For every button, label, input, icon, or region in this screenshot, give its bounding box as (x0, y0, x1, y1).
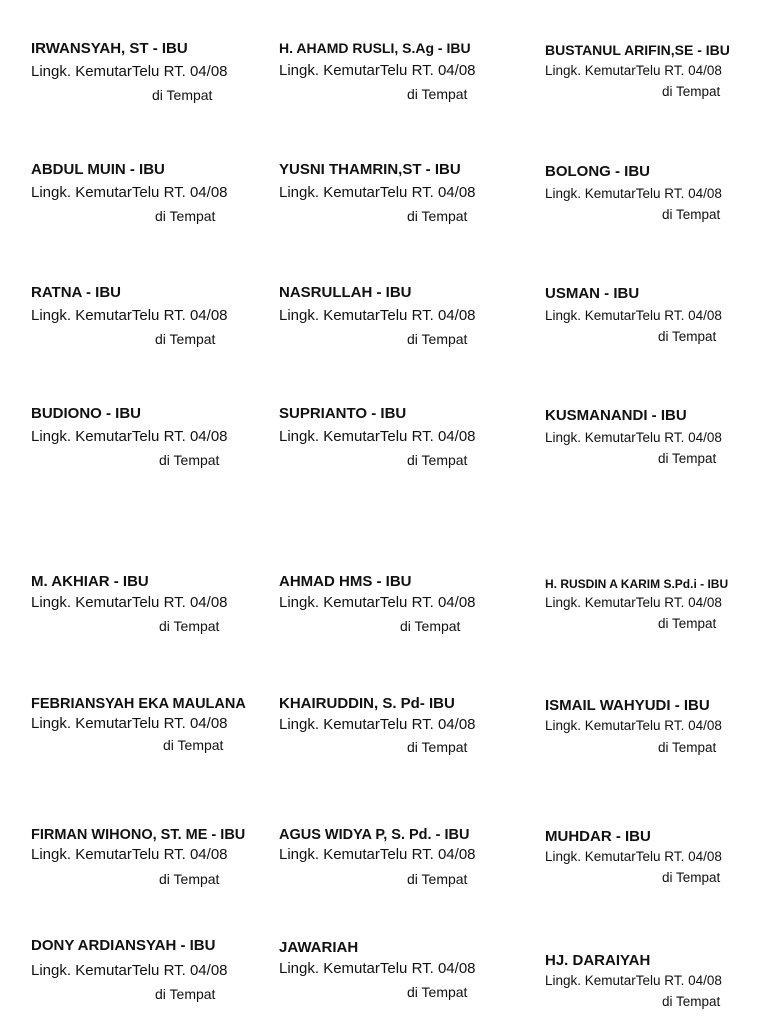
recipient-address: Lingk. KemutarTelu RT. 04/08 (545, 718, 722, 733)
recipient-name: BUDIONO - IBU (31, 405, 141, 422)
address-label (31, 573, 228, 635)
recipient-name: KHAIRUDDIN, S. Pd- IBU (279, 695, 455, 712)
recipient-name: H. AHAMD RUSLI, S.Ag - IBU (279, 40, 471, 56)
recipient-address: Lingk. KemutarTelu RT. 04/08 (279, 846, 476, 863)
recipient-place: di Tempat (662, 84, 721, 99)
recipient-address: Lingk. KemutarTelu RT. 04/08 (545, 973, 722, 988)
address-label (279, 284, 476, 348)
recipient-name: SUPRIANTO - IBU (279, 405, 407, 422)
recipient-place: di Tempat (662, 994, 721, 1009)
recipient-address: Lingk. KemutarTelu RT. 04/08 (31, 428, 228, 445)
recipient-address: Lingk. KemutarTelu RT. 04/08 (279, 184, 476, 201)
recipient-address: Lingk. KemutarTelu RT. 04/08 (279, 428, 476, 445)
address-label (545, 828, 722, 887)
recipient-address: Lingk. KemutarTelu RT. 04/08 (31, 63, 228, 80)
recipient-address: Lingk. KemutarTelu RT. 04/08 (31, 962, 228, 979)
recipient-name: NASRULLAH - IBU (279, 284, 412, 301)
address-label (545, 163, 722, 224)
address-label (279, 939, 476, 1001)
recipient-place: di Tempat (658, 451, 717, 466)
address-label (31, 826, 245, 888)
recipient-place: di Tempat (407, 208, 468, 224)
address-label (545, 952, 722, 1011)
recipient-address: Lingk. KemutarTelu RT. 04/08 (279, 594, 476, 611)
address-label (545, 285, 722, 346)
recipient-name: MUHDAR - IBU (545, 828, 651, 845)
recipient-address: Lingk. KemutarTelu RT. 04/08 (545, 430, 722, 445)
recipient-address: Lingk. KemutarTelu RT. 04/08 (545, 308, 722, 323)
recipient-name: BOLONG - IBU (545, 163, 650, 180)
recipient-place: di Tempat (400, 618, 461, 634)
recipient-address: Lingk. KemutarTelu RT. 04/08 (545, 849, 722, 864)
recipient-place: di Tempat (155, 331, 216, 347)
recipient-address: Lingk. KemutarTelu RT. 04/08 (279, 62, 476, 79)
recipient-name: ABDUL MUIN - IBU (31, 161, 165, 178)
recipient-name: IRWANSYAH, ST - IBU (31, 40, 188, 57)
recipient-place: di Tempat (407, 871, 468, 887)
address-label (31, 695, 246, 754)
recipient-name: BUSTANUL ARIFIN,SE - IBU (545, 42, 730, 58)
recipient-place: di Tempat (407, 739, 468, 755)
recipient-place: di Tempat (163, 737, 224, 753)
recipient-name: KUSMANANDI - IBU (545, 407, 687, 424)
address-label (545, 41, 730, 101)
address-label (31, 405, 228, 469)
recipient-place: di Tempat (407, 984, 468, 1000)
recipient-address: Lingk. KemutarTelu RT. 04/08 (31, 846, 228, 863)
recipient-address: Lingk. KemutarTelu RT. 04/08 (279, 716, 476, 733)
recipient-address: Lingk. KemutarTelu RT. 04/08 (31, 184, 228, 201)
address-label (279, 826, 476, 888)
recipient-place: di Tempat (662, 870, 721, 885)
recipient-name: JAWARIAH (279, 939, 359, 956)
address-label (279, 39, 476, 103)
recipient-place: di Tempat (658, 616, 717, 631)
recipient-place: di Tempat (407, 331, 468, 347)
recipient-name: FIRMAN WIHONO, ST. ME - IBU (31, 827, 246, 843)
recipient-place: di Tempat (658, 740, 717, 755)
recipient-name: HJ. DARAIYAH (545, 952, 651, 969)
recipient-place: di Tempat (159, 618, 220, 634)
address-label (279, 573, 476, 635)
address-label (279, 695, 476, 756)
recipient-address: Lingk. KemutarTelu RT. 04/08 (545, 63, 722, 78)
recipient-address: Lingk. KemutarTelu RT. 04/08 (545, 186, 722, 201)
recipient-place: di Tempat (407, 452, 468, 468)
recipient-place: di Tempat (159, 871, 220, 887)
recipient-address: Lingk. KemutarTelu RT. 04/08 (545, 595, 722, 610)
address-label (545, 575, 728, 633)
address-label (545, 407, 722, 468)
recipient-place: di Tempat (159, 452, 220, 468)
recipient-place: di Tempat (658, 329, 717, 344)
recipient-address: Lingk. KemutarTelu RT. 04/08 (31, 594, 228, 611)
recipient-name: DONY ARDIANSYAH - IBU (31, 937, 216, 954)
recipient-name: M. AKHIAR - IBU (31, 573, 149, 590)
recipient-name: AGUS WIDYA P, S. Pd. - IBU (279, 827, 470, 843)
recipient-name: USMAN - IBU (545, 285, 640, 302)
recipient-place: di Tempat (662, 207, 721, 222)
recipient-place: di Tempat (152, 87, 213, 103)
recipient-address: Lingk. KemutarTelu RT. 04/08 (279, 307, 476, 324)
address-label (31, 937, 228, 1003)
address-label (545, 697, 722, 757)
recipient-name: ISMAIL WAHYUDI - IBU (545, 697, 710, 714)
recipient-address: Lingk. KemutarTelu RT. 04/08 (279, 960, 476, 977)
recipient-name: FEBRIANSYAH EKA MAULANA (31, 696, 246, 712)
recipient-place: di Tempat (155, 986, 216, 1002)
recipient-name: AHMAD HMS - IBU (279, 573, 412, 590)
address-label (279, 161, 476, 225)
recipient-name: H. RUSDIN A KARIM S.Pd.i - IBU (545, 577, 729, 591)
address-label (31, 40, 228, 104)
recipient-name: RATNA - IBU (31, 284, 121, 301)
recipient-place: di Tempat (407, 86, 468, 102)
recipient-place: di Tempat (155, 208, 216, 224)
address-label (31, 284, 228, 348)
recipient-address: Lingk. KemutarTelu RT. 04/08 (31, 715, 228, 732)
recipient-name: YUSNI THAMRIN,ST - IBU (279, 161, 461, 178)
address-label (279, 405, 476, 469)
address-label (31, 161, 228, 225)
recipient-address: Lingk. KemutarTelu RT. 04/08 (31, 307, 228, 324)
